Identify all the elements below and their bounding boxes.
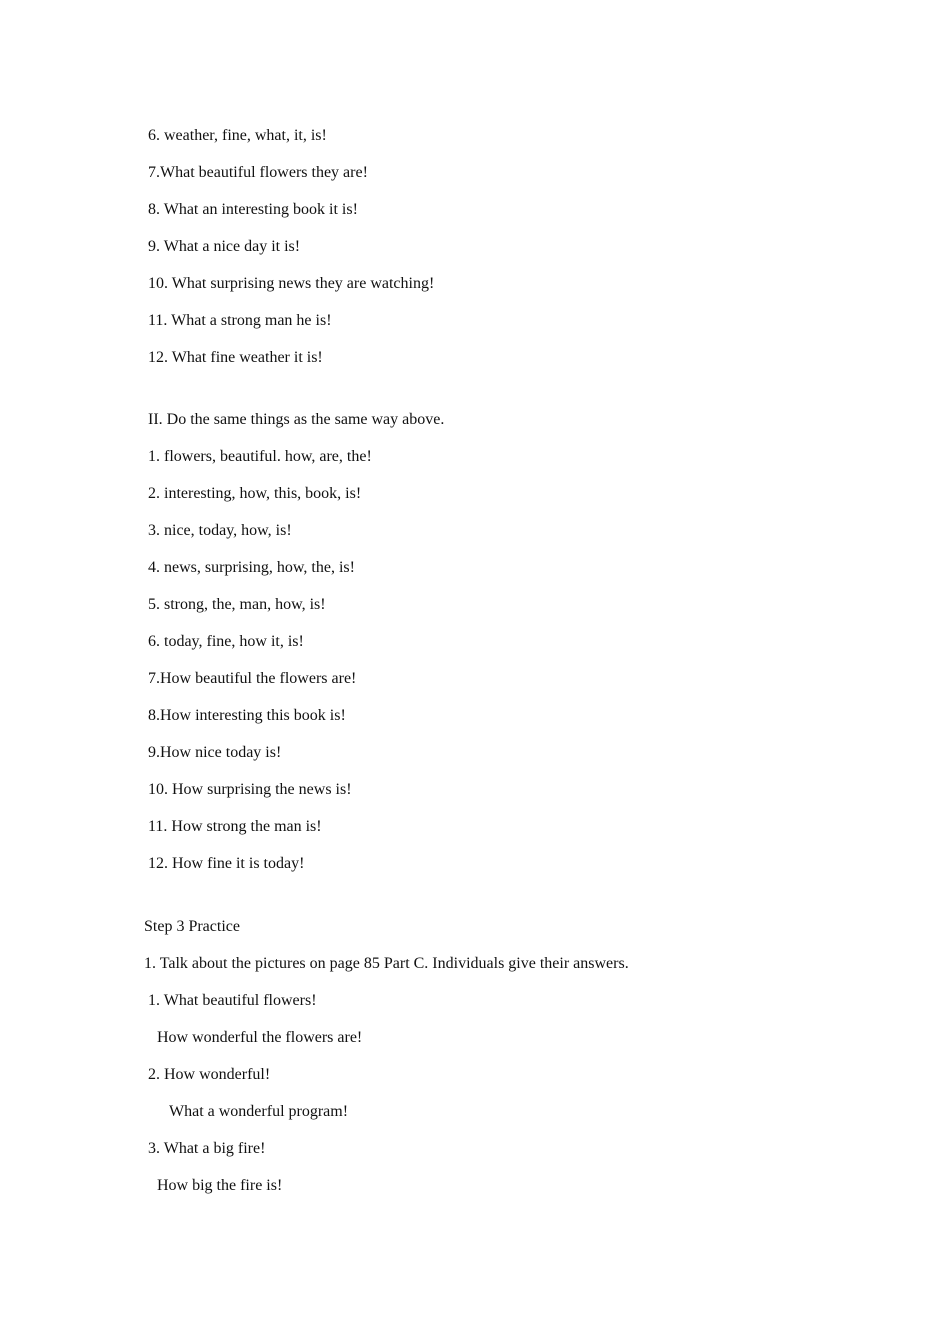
text-line: 6. weather, fine, what, it, is!: [148, 127, 327, 144]
text-line: 10. What surprising news they are watching!: [148, 275, 435, 292]
text-line: 1. What beautiful flowers!: [148, 992, 317, 1009]
text-line: 11. How strong the man is!: [148, 818, 322, 835]
text-line: 6. today, fine, how it, is!: [148, 633, 304, 650]
text-line: 9.How nice today is!: [148, 744, 282, 761]
text-line: 1. flowers, beautiful. how, are, the!: [148, 448, 372, 465]
text-line: 5. strong, the, man, how, is!: [148, 596, 326, 613]
text-line: 12. How fine it is today!: [148, 855, 305, 872]
text-line: 1. Talk about the pictures on page 85 Part C. Individuals give their answers.: [144, 955, 629, 972]
text-line: What a wonderful program!: [169, 1103, 349, 1120]
text-line: 3. What a big fire!: [148, 1140, 266, 1157]
text-line: 9. What a nice day it is!: [148, 238, 301, 255]
text-line: 2. interesting, how, this, book, is!: [148, 485, 362, 502]
text-line: 10. How surprising the news is!: [148, 781, 352, 798]
text-line: 7.How beautiful the flowers are!: [148, 670, 357, 687]
text-line: 3. nice, today, how, is!: [148, 522, 292, 539]
text-line: 2. How wonderful!: [148, 1066, 271, 1083]
text-line: 8. What an interesting book it is!: [148, 201, 358, 218]
text-line: How big the fire is!: [157, 1177, 283, 1194]
text-line: 8.How interesting this book is!: [148, 707, 346, 724]
text-line: How wonderful the flowers are!: [157, 1029, 363, 1046]
text-line: 11. What a strong man he is!: [148, 312, 332, 329]
text-line: 4. news, surprising, how, the, is!: [148, 559, 355, 576]
text-line: 12. What fine weather it is!: [148, 349, 323, 366]
section-heading: Step 3 Practice: [144, 918, 240, 935]
text-line: 7.What beautiful flowers they are!: [148, 164, 368, 181]
section-heading: II. Do the same things as the same way above.: [148, 411, 445, 428]
